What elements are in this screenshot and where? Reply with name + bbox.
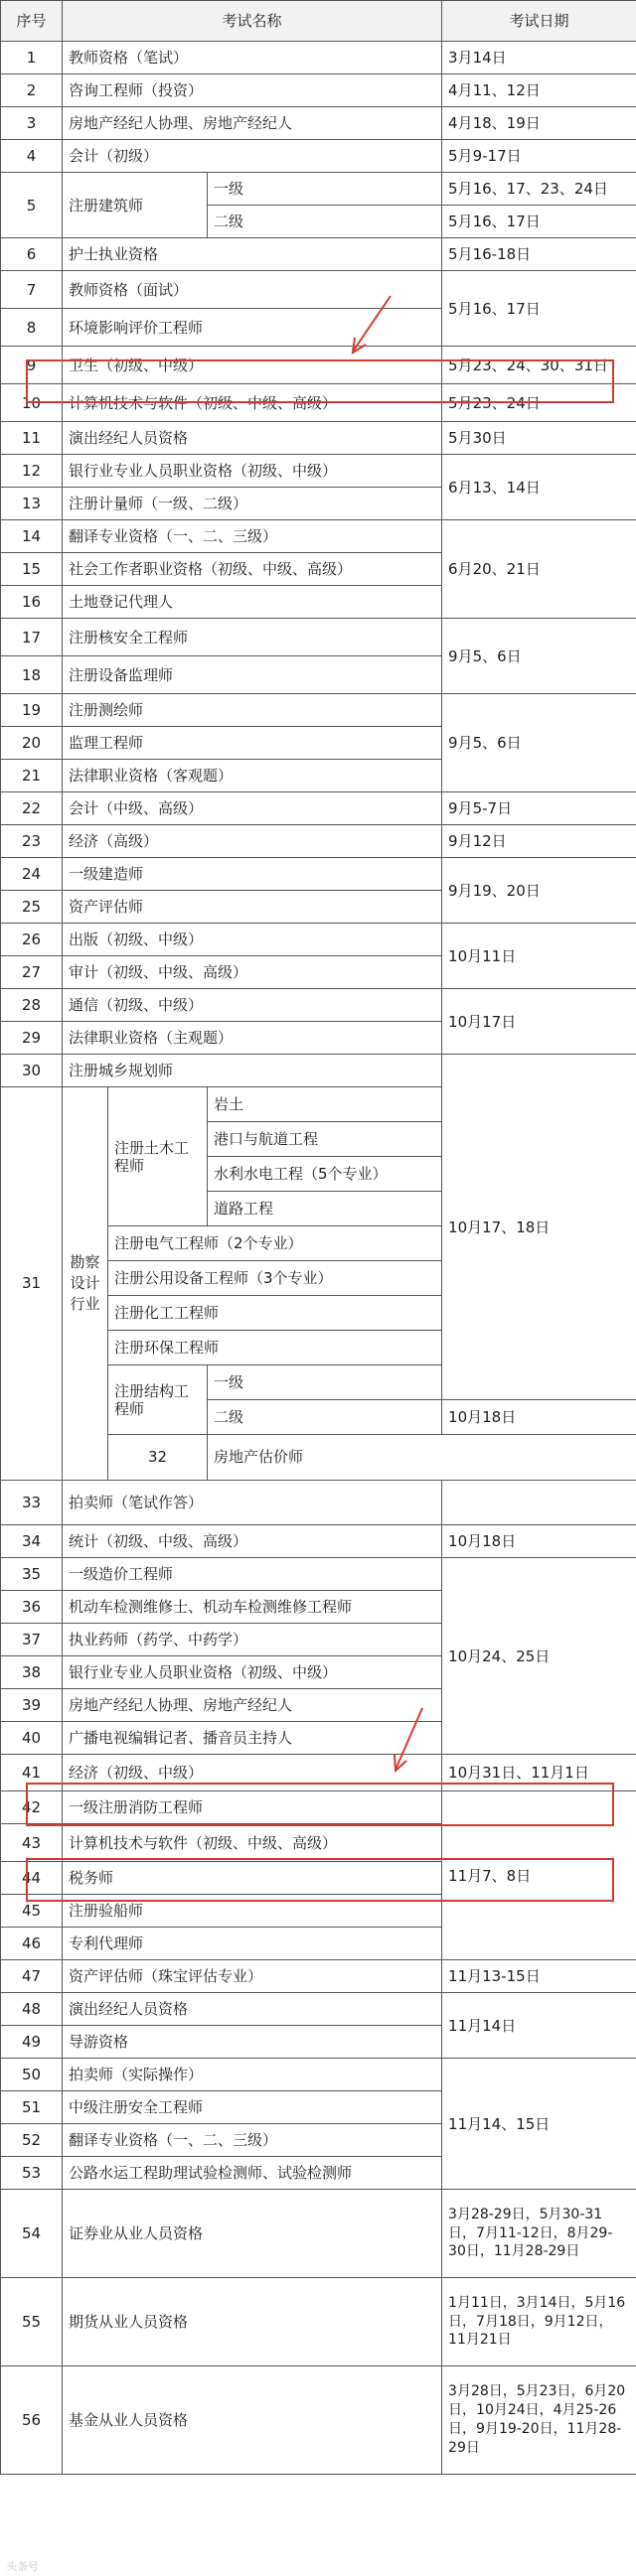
- exam-name: 法律职业资格（客观题）: [63, 760, 442, 792]
- exam-name: 计算机技术与软件（初级、中级、高级）: [63, 1824, 442, 1862]
- exam-date: 11月14日: [442, 1993, 636, 2059]
- row-number: 47: [1, 1960, 63, 1993]
- row-number: 55: [1, 2278, 63, 2366]
- exam-name: 翻译专业资格（一、二、三级）: [63, 520, 442, 553]
- exam-name: 导游资格: [63, 2026, 442, 2059]
- header-name: 考试名称: [63, 1, 442, 42]
- row-number: 38: [1, 1656, 63, 1689]
- exam-name: 机动车检测维修士、机动车检测维修工程师: [63, 1591, 442, 1624]
- exam-date: 5月23、24、30、31日: [442, 347, 636, 384]
- row-number: 3: [1, 107, 63, 140]
- row-number: 25: [1, 891, 63, 924]
- exam-date: 10月17日: [442, 989, 636, 1055]
- exam-sub-level: 港口与航道工程: [208, 1122, 442, 1157]
- exam-name: 注册化工工程师: [108, 1296, 442, 1331]
- table-row: [1, 422, 636, 455]
- row-number: 19: [1, 694, 63, 727]
- exam-sub-level: 一级: [208, 173, 442, 206]
- header-num: 序号: [1, 1, 63, 42]
- exam-date: 4月18、19日: [442, 107, 636, 140]
- row-number: 10: [1, 384, 63, 422]
- exam-name: 执业药师（药学、中药学）: [63, 1624, 442, 1656]
- table-row: [1, 924, 636, 956]
- row-number: 35: [1, 1558, 63, 1591]
- exam-date: 10月17、18日: [442, 1055, 636, 1400]
- table-row: [1, 2059, 636, 2091]
- row-number: 18: [1, 656, 63, 694]
- row-number: 29: [1, 1022, 63, 1055]
- exam-name: 经济（初级、中级）: [63, 1755, 442, 1791]
- exam-date: 5月16、17日: [442, 271, 636, 347]
- exam-name: 注册环保工程师: [108, 1331, 442, 1365]
- table-row: [1, 858, 636, 891]
- row-number: 17: [1, 619, 63, 656]
- exam-name: 一级造价工程师: [63, 1558, 442, 1591]
- header-date: 考试日期: [442, 1, 636, 42]
- exam-date: 1月11日，3月14日，5月16日，7月18日，9月12日，11月21日: [442, 2278, 636, 2366]
- exam-date: 3月28日，5月23日，6月20日，10月24日，4月25-26日，9月19-20日，11月28-29日: [442, 2366, 636, 2475]
- exam-date: 9月12日: [442, 825, 636, 858]
- exam-name: 翻译专业资格（一、二、三级）: [63, 2124, 442, 2157]
- table-row: [1, 1755, 636, 1791]
- exam-name: 税务师: [63, 1862, 442, 1895]
- exam-name: 教师资格（面试）: [63, 271, 442, 309]
- exam-name: 公路水运工程助理试验检测师、试验检测师: [63, 2157, 442, 2190]
- table-row: [1, 520, 636, 553]
- row-number: 7: [1, 271, 63, 309]
- exam-name: 会计（初级）: [63, 140, 442, 173]
- exam-date: 5月16-18日: [442, 238, 636, 271]
- exam-date: 11月14、15日: [442, 2059, 636, 2190]
- row-number: 13: [1, 488, 63, 520]
- row-number: 9: [1, 347, 63, 384]
- exam-name: 注册土木工程师: [108, 1087, 208, 1226]
- exam-date: 3月28-29日，5月30-31日，7月11-12日，8月29-30日，11月28-29日: [442, 2190, 636, 2278]
- row-number: 31: [1, 1087, 63, 1481]
- exam-name: 法律职业资格（主观题）: [63, 1022, 442, 1055]
- exam-name: 一级注册消防工程师: [63, 1791, 442, 1824]
- row-number: 52: [1, 2124, 63, 2157]
- exam-date: 6月20、21日: [442, 520, 636, 619]
- exam-group-label: 勘察设计行业: [63, 1087, 108, 1481]
- exam-name: 证券业从业人员资格: [63, 2190, 442, 2278]
- row-number: 49: [1, 2026, 63, 2059]
- exam-name: 专利代理师: [63, 1928, 442, 1960]
- exam-name: 审计（初级、中级、高级）: [63, 956, 442, 989]
- table-row: [1, 694, 636, 727]
- row-number: 1: [1, 42, 63, 74]
- row-number: 8: [1, 309, 63, 347]
- table-row: [1, 42, 636, 74]
- exam-date: 9月5、6日: [442, 694, 636, 792]
- row-number: 27: [1, 956, 63, 989]
- exam-name: 注册建筑师: [63, 173, 208, 238]
- exam-name: 资产评估师（珠宝评估专业）: [63, 1960, 442, 1993]
- row-number: 40: [1, 1722, 63, 1755]
- exam-date: 9月5、6日: [442, 619, 636, 694]
- exam-date: 5月16、17、23、24日: [442, 173, 636, 206]
- row-number: 44: [1, 1862, 63, 1895]
- exam-name: 广播电视编辑记者、播音员主持人: [63, 1722, 442, 1755]
- exam-date: 5月16、17日: [442, 206, 636, 238]
- exam-name: 护士执业资格: [63, 238, 442, 271]
- exam-name: 期货从业人员资格: [63, 2278, 442, 2366]
- exam-name: 出版（初级、中级）: [63, 924, 442, 956]
- exam-date: 6月13、14日: [442, 455, 636, 520]
- row-number: 33: [1, 1480, 63, 1525]
- table-row: [1, 619, 636, 656]
- exam-date: 11月7、8日: [442, 1791, 636, 1960]
- table-row: [1, 384, 636, 422]
- exam-name: 银行业专业人员职业资格（初级、中级）: [63, 1656, 442, 1689]
- table-row: [1, 1525, 636, 1558]
- exam-date: 10月18日: [442, 1525, 636, 1558]
- row-number: 48: [1, 1993, 63, 2026]
- exam-name: 拍卖师（实际操作）: [63, 2059, 442, 2091]
- exam-name: 注册测绘师: [63, 694, 442, 727]
- row-number: 22: [1, 792, 63, 825]
- exam-sub-level: 二级: [208, 206, 442, 238]
- exam-name: 注册设备监理师: [63, 656, 442, 694]
- exam-name: 通信（初级、中级）: [63, 989, 442, 1022]
- row-number: 45: [1, 1895, 63, 1928]
- row-number: 24: [1, 858, 63, 891]
- exam-name: 经济（高级）: [63, 825, 442, 858]
- exam-name: 注册计量师（一级、二级）: [63, 488, 442, 520]
- row-number: 32: [108, 1435, 208, 1481]
- row-number: 23: [1, 825, 63, 858]
- row-number: 41: [1, 1755, 63, 1791]
- exam-name: 会计（中级、高级）: [63, 792, 442, 825]
- exam-name: 注册结构工程师: [108, 1365, 208, 1435]
- exam-name: 基金从业人员资格: [63, 2366, 442, 2475]
- table-row: [1, 1993, 636, 2026]
- exam-sub-level: 岩土: [208, 1087, 442, 1122]
- row-number: 37: [1, 1624, 63, 1656]
- row-number: 53: [1, 2157, 63, 2190]
- table-row: [1, 989, 636, 1022]
- exam-name: 监理工程师: [63, 727, 442, 760]
- exam-name: 中级注册安全工程师: [63, 2091, 442, 2124]
- exam-date: 5月23、24日: [442, 384, 636, 422]
- exam-name: 注册城乡规划师: [63, 1055, 442, 1087]
- exam-date: 10月11日: [442, 924, 636, 989]
- row-number: 11: [1, 422, 63, 455]
- row-number: 5: [1, 173, 63, 238]
- exam-date: 10月18日: [442, 1400, 636, 1435]
- exam-sub-level: 道路工程: [208, 1192, 442, 1226]
- table-row: [1, 238, 636, 271]
- table-row: [1, 792, 636, 825]
- exam-name: 社会工作者职业资格（初级、中级、高级）: [63, 553, 442, 586]
- exam-date: 3月14日: [442, 42, 636, 74]
- exam-name: 注册电气工程师（2个专业）: [108, 1226, 442, 1261]
- exam-name: 咨询工程师（投资）: [63, 74, 442, 107]
- exam-name: 卫生（初级、中级）: [63, 347, 442, 384]
- row-number: 6: [1, 238, 63, 271]
- row-number: 39: [1, 1689, 63, 1722]
- table-row: [1, 1960, 636, 1993]
- exam-date: 10月31日、11月1日: [442, 1755, 636, 1791]
- row-number: 30: [1, 1055, 63, 1087]
- exam-date: 5月30日: [442, 422, 636, 455]
- exam-date: 10月24、25日: [442, 1558, 636, 1755]
- exam-name: 房地产经纪人协理、房地产经纪人: [63, 1689, 442, 1722]
- exam-date: 5月9-17日: [442, 140, 636, 173]
- table-row: [1, 271, 636, 309]
- row-number: 43: [1, 1824, 63, 1862]
- watermark: 头条号: [6, 2560, 39, 2573]
- row-number: 34: [1, 1525, 63, 1558]
- exam-sub-level: 一级: [208, 1365, 442, 1400]
- exam-name: 环境影响评价工程师: [63, 309, 442, 347]
- row-number: 50: [1, 2059, 63, 2091]
- exam-name: 计算机技术与软件（初级、中级、高级）: [63, 384, 442, 422]
- row-number: 46: [1, 1928, 63, 1960]
- table-row: [1, 1558, 636, 1591]
- exam-date: 4月11、12日: [442, 74, 636, 107]
- row-number: 42: [1, 1791, 63, 1824]
- row-number: 21: [1, 760, 63, 792]
- table-row: [1, 455, 636, 488]
- exam-date: 9月5-7日: [442, 792, 636, 825]
- row-number: 36: [1, 1591, 63, 1624]
- exam-name: 房地产估价师: [208, 1435, 636, 1481]
- exam-sub-level: 水利水电工程（5个专业）: [208, 1157, 442, 1192]
- row-number: 28: [1, 989, 63, 1022]
- table-row: [1, 1055, 636, 1087]
- table-row: [1, 173, 636, 206]
- table-row: [1, 74, 636, 107]
- row-number: 26: [1, 924, 63, 956]
- exam-date: 9月19、20日: [442, 858, 636, 924]
- exam-name: 土地登记代理人: [63, 586, 442, 619]
- row-number: 4: [1, 140, 63, 173]
- exam-name: 演出经纪人员资格: [63, 422, 442, 455]
- table-row: [1, 2366, 636, 2475]
- row-number: 20: [1, 727, 63, 760]
- table-row: [1, 140, 636, 173]
- table-row: [1, 1480, 636, 1525]
- row-number: 15: [1, 553, 63, 586]
- row-number: 56: [1, 2366, 63, 2475]
- row-number: 16: [1, 586, 63, 619]
- table-row: [1, 107, 636, 140]
- table-header-row: [1, 1, 636, 42]
- exam-name: 房地产经纪人协理、房地产经纪人: [63, 107, 442, 140]
- table-row: [1, 1791, 636, 1824]
- exam-name: 注册核安全工程师: [63, 619, 442, 656]
- table-row: [1, 825, 636, 858]
- exam-name: 演出经纪人员资格: [63, 1993, 442, 2026]
- exam-sub-level: 二级: [208, 1400, 442, 1435]
- table-row: [1, 2190, 636, 2278]
- row-number: 54: [1, 2190, 63, 2278]
- table-row: [1, 2278, 636, 2366]
- exam-name: 教师资格（笔试）: [63, 42, 442, 74]
- exam-name: 注册公用设备工程师（3个专业）: [108, 1261, 442, 1296]
- exam-date: 11月13-15日: [442, 1960, 636, 1993]
- exam-name: 注册验船师: [63, 1895, 442, 1928]
- exam-name: 一级建造师: [63, 858, 442, 891]
- row-number: 51: [1, 2091, 63, 2124]
- exam-name: 拍卖师（笔试作答）: [63, 1480, 442, 1525]
- exam-name: 统计（初级、中级、高级）: [63, 1525, 442, 1558]
- row-number: 14: [1, 520, 63, 553]
- exam-name: 银行业专业人员职业资格（初级、中级）: [63, 455, 442, 488]
- table-row: [1, 347, 636, 384]
- exam-name: 资产评估师: [63, 891, 442, 924]
- row-number: 12: [1, 455, 63, 488]
- row-number: 2: [1, 74, 63, 107]
